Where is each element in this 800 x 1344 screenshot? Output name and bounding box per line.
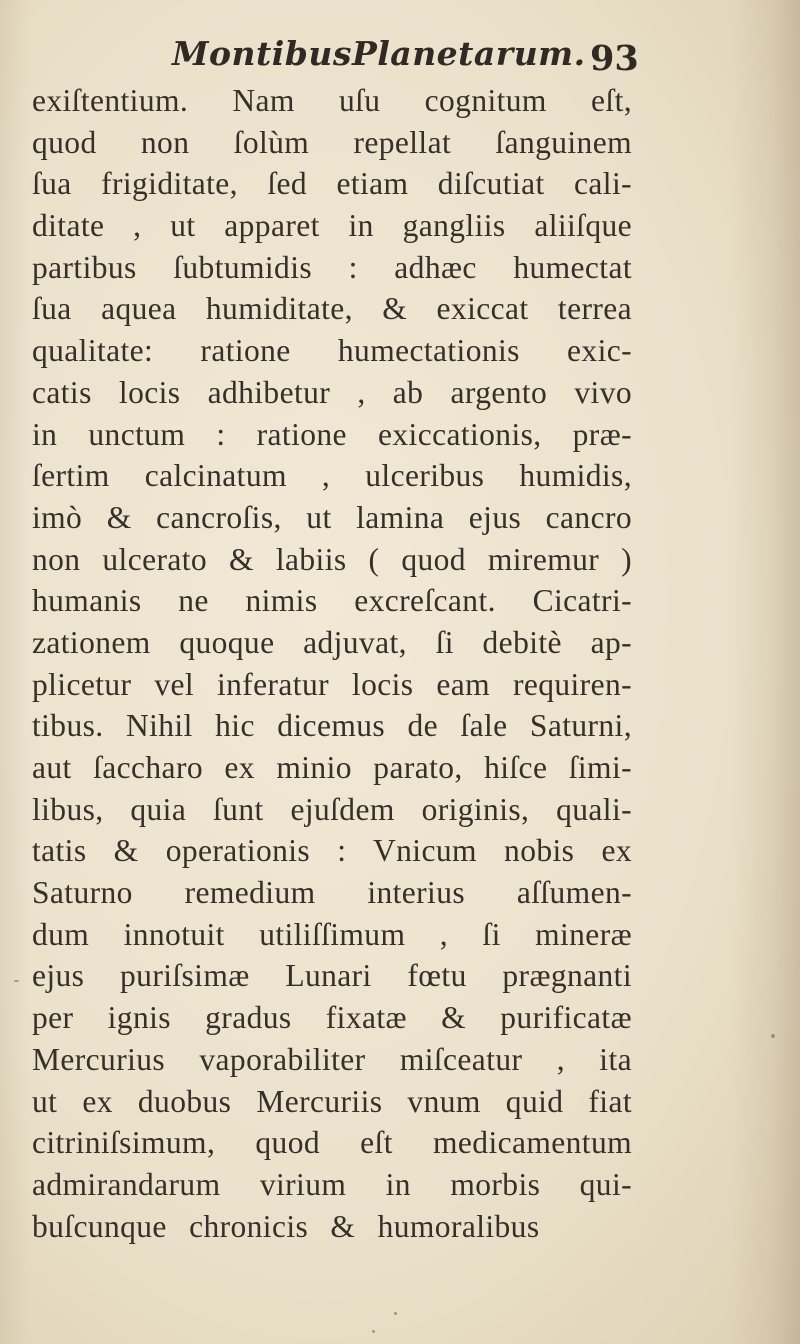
text-line: in unctum : ratione exiccationis, præ- bbox=[32, 416, 632, 452]
running-head: MontibusPlanetarum. bbox=[172, 34, 586, 73]
text-line: imò & cancroſis, ut lamina ejus cancro bbox=[32, 499, 632, 535]
text-line: per ignis gradus fixatæ & purificatæ bbox=[32, 1000, 632, 1036]
text-line: zationem quoque adjuvat, ſi debitè ap- bbox=[32, 624, 632, 660]
text-line: admirandarum virium in morbis qui- bbox=[32, 1166, 632, 1202]
text-line: Mercurius vaporabiliter miſceatur , ita bbox=[32, 1041, 632, 1077]
body-text bbox=[32, 80, 632, 1247]
text-line: ditate , ut apparet in gangliis aliiſque bbox=[32, 208, 632, 244]
text-line: tatis & operationis : Vnicum nobis ex bbox=[32, 833, 632, 869]
text-line: ejus puriſsimæ Lunari fœtu prægnanti bbox=[32, 958, 632, 994]
text-line: qualitate: ratione humectationis exic- bbox=[32, 333, 632, 369]
text-line: citriniſsimum, quod eſt medicamentum bbox=[32, 1125, 632, 1161]
text-line: ſua frigiditate, ſed etiam diſcutiat cali- bbox=[32, 166, 632, 202]
paper-speck bbox=[771, 1034, 775, 1038]
page-number: 93 bbox=[590, 38, 639, 79]
text-line: dum innotuit utiliſſimum , ſi mineræ bbox=[32, 916, 632, 952]
paper-speck bbox=[372, 1330, 375, 1333]
text-line: buſcunque chronicis & humoralibus bbox=[32, 1208, 540, 1244]
text-line: partibus ſubtumidis : adhæc humectat bbox=[32, 249, 632, 285]
text-line: catis locis adhibetur , ab argento vivo bbox=[32, 374, 632, 410]
text-line: humanis ne nimis excreſcant. Cicatri- bbox=[32, 583, 632, 619]
text-line: aut ſaccharo ex minio parato, hiſce ſimi- bbox=[32, 750, 632, 785]
text-line: exiſtentium. Nam uſu cognitum eſt, bbox=[32, 83, 632, 118]
text-line: ſertim calcinatum , ulceribus humidis, bbox=[32, 458, 632, 494]
paper-speck bbox=[14, 980, 19, 982]
paper-speck bbox=[394, 1312, 397, 1315]
text-line: ut ex duobus Mercuriis vnum quid fiat bbox=[32, 1083, 632, 1119]
text-line: ſua aquea humiditate, & exiccat terrea bbox=[32, 291, 632, 327]
text-line: quod non ſolùm repellat ſanguinem bbox=[32, 124, 632, 160]
text-line: non ulcerato & labiis ( quod miremur ) bbox=[32, 541, 632, 577]
text-line: libus, quia ſunt ejuſdem originis, quali- bbox=[32, 791, 632, 827]
text-line: tibus. Nihil hic dicemus de ſale Saturni, bbox=[32, 708, 632, 744]
text-line: plicetur vel inferatur locis eam requiren- bbox=[32, 666, 632, 702]
text-line: Saturno remedium interius aſſumen- bbox=[32, 875, 632, 911]
